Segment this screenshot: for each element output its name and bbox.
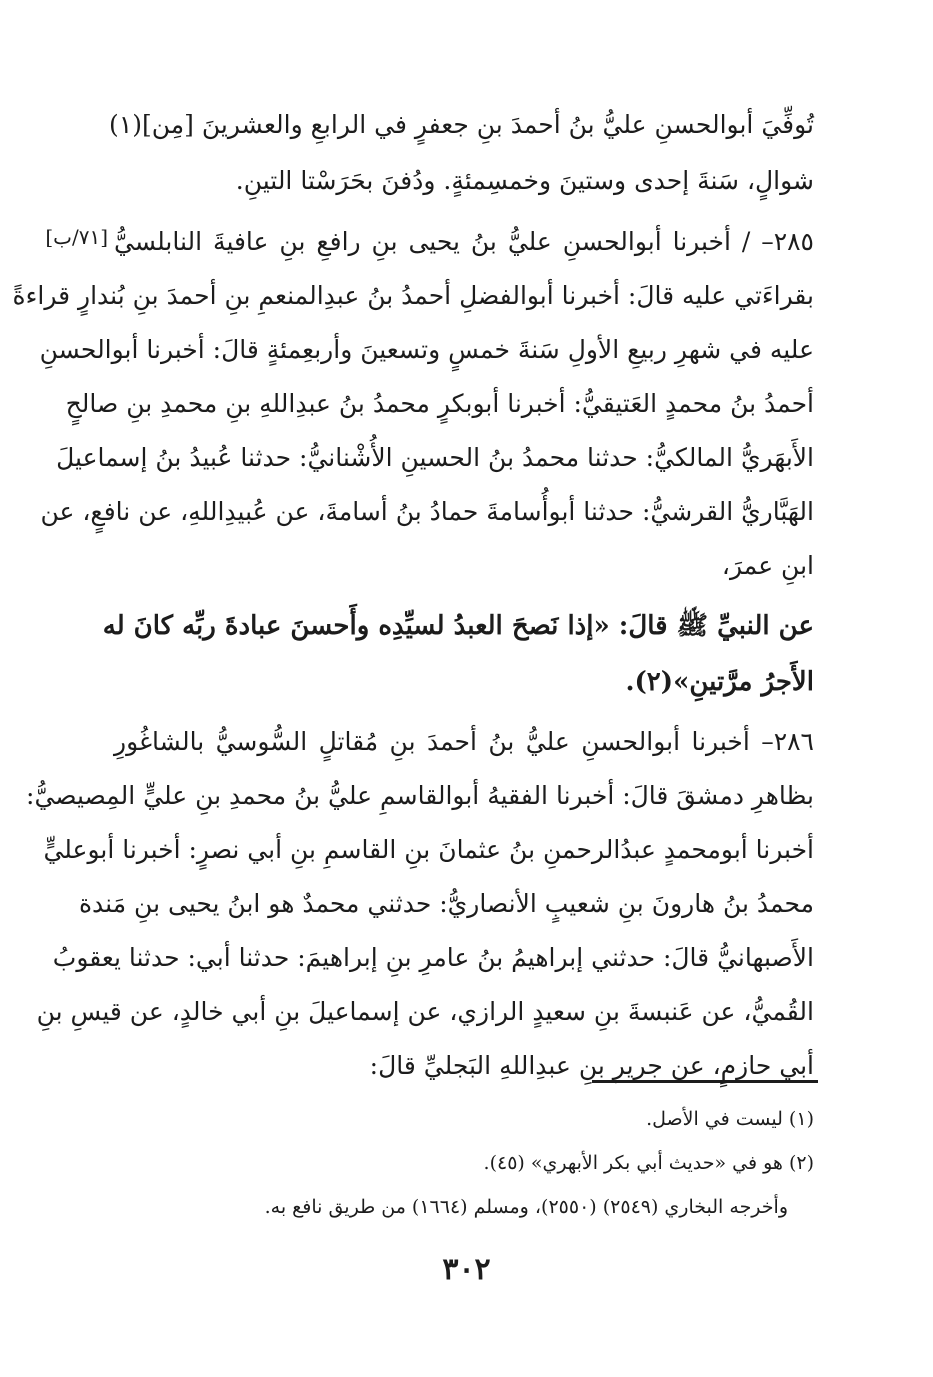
hadith-285-line-3: عليه في شهرِ ربيعِ الأولِ سَنةَ خمسٍ وتسعينَ وأربعِمئةٍ قالَ: أخبرنا أبوالحسنِ bbox=[39, 335, 814, 364]
hadith-matn-line-1: عن النبيِّ ﷺ قالَ: «إذا نَصحَ العبدُ لسيِّدِه وأَحسنَ عبادةَ ربِّه كانَ له bbox=[102, 611, 814, 641]
hadith-286-line-7: أبي حازمٍ، عن جريرِ بنِ عبدِاللهِ البَجليِّ قالَ: bbox=[369, 1051, 814, 1080]
hadith-286-line-2: بظاهرِ دمشقَ قالَ: أخبرنا الفقيهُ أبوالقاسمِ عليُّ بنُ محمدِ بنِ عليٍّ المِصيصيُّ: bbox=[26, 781, 814, 810]
hadith-285-line-2: بقراءَتي عليه قالَ: أخبرنا أبوالفضلِ أحمدُ بنُ عبدِالمنعمِ بنِ أحمدَ بنِ بُندارٍ قراءةً bbox=[12, 281, 814, 310]
hadith-285-line-6: الهَبَّاريُّ القرشيُّ: حدثنا أبوأُسامةَ حمادُ بنُ أسامةَ، عن عُبيدِاللهِ، عن نافعٍ، عن bbox=[40, 497, 814, 526]
text-line-2: شوالٍ، سَنةَ إحدى وستينَ وخمسِمئةٍ. ودُفنَ بحَرَسْتا التينِ. bbox=[235, 166, 814, 195]
hadith-286-line-1: ٢٨٦– أخبرنا أبوالحسنِ عليُّ بنُ أحمدَ بنِ مُقاتلٍ السُّوسيُّ بالشاغُورِ bbox=[114, 727, 814, 756]
hadith-286-line-5: الأَصبهانيُّ قالَ: حدثني إبراهيمُ بنُ عامرِ بنِ إبراهيمَ: حدثنا أبي: حدثنا يعقوبُ bbox=[52, 943, 814, 972]
footnote-2-continuation: وأخرجه البخاري (٢٥٤٩) (٢٥٥٠)، ومسلم (١٦٦٤) من طريق نافع به. bbox=[264, 1196, 788, 1218]
hadith-285-line-5: الأَبهَريُّ المالكيُّ: حدثنا محمدُ بنُ الحسينِ الأُشْنانيُّ: حدثنا عُبيدُ بنُ إسماعيلَ bbox=[56, 443, 814, 472]
text-line-1: تُوفِّيَ أبوالحسنِ عليُّ بنُ أحمدَ بنِ جعفرٍ في الرابعِ والعشرينَ [مِن](١) bbox=[109, 110, 814, 139]
footnote-2: (٢) هو في «حديث أبي بكر الأبهري» (٤٥). bbox=[483, 1152, 814, 1174]
hadith-matn-line-2: الأَجرُ مرَّتينِ»(٢). bbox=[625, 667, 814, 697]
hadith-286-line-3: أخبرنا أبومحمدٍ عبدُالرحمنِ بنُ عثمانَ بنِ القاسمِ بنِ أبي نصرٍ: أخبرنا أبوعليٍّ bbox=[43, 835, 814, 864]
hadith-285-line-1: ٢٨٥– / أخبرنا أبوالحسنِ عليُّ بنُ يحيى بنِ رافعِ بنِ عافيةَ النابلسيُّ bbox=[114, 227, 814, 256]
hadith-285-line-7: ابنِ عمرَ، bbox=[721, 551, 814, 580]
hadith-285-line-4: أحمدُ بنُ محمدٍ العَتيقيُّ: أخبرنا أبوبكرٍ محمدُ بنُ عبدِاللهِ بنِ محمدِ بنِ صالحٍ bbox=[65, 389, 814, 418]
hadith-286-line-4: محمدُ بنُ هارونَ بنِ شعيبٍ الأنصاريُّ: حدثني محمدٌ هو ابنُ يحيى بنِ مَندة bbox=[78, 889, 814, 918]
hadith-286-line-6: القُميُّ، عن عَنبسةَ بنِ سعيدٍ الرازي، عن إسماعيلَ بنِ أبي خالدٍ، عن قيسِ بنِ bbox=[36, 997, 814, 1026]
footnote-separator bbox=[592, 1080, 818, 1083]
margin-folio-marker: [٧١/ب] bbox=[45, 225, 108, 249]
footnote-1: (١) ليست في الأصل. bbox=[646, 1108, 814, 1130]
page-number: ٣٠٢ bbox=[442, 1252, 491, 1287]
